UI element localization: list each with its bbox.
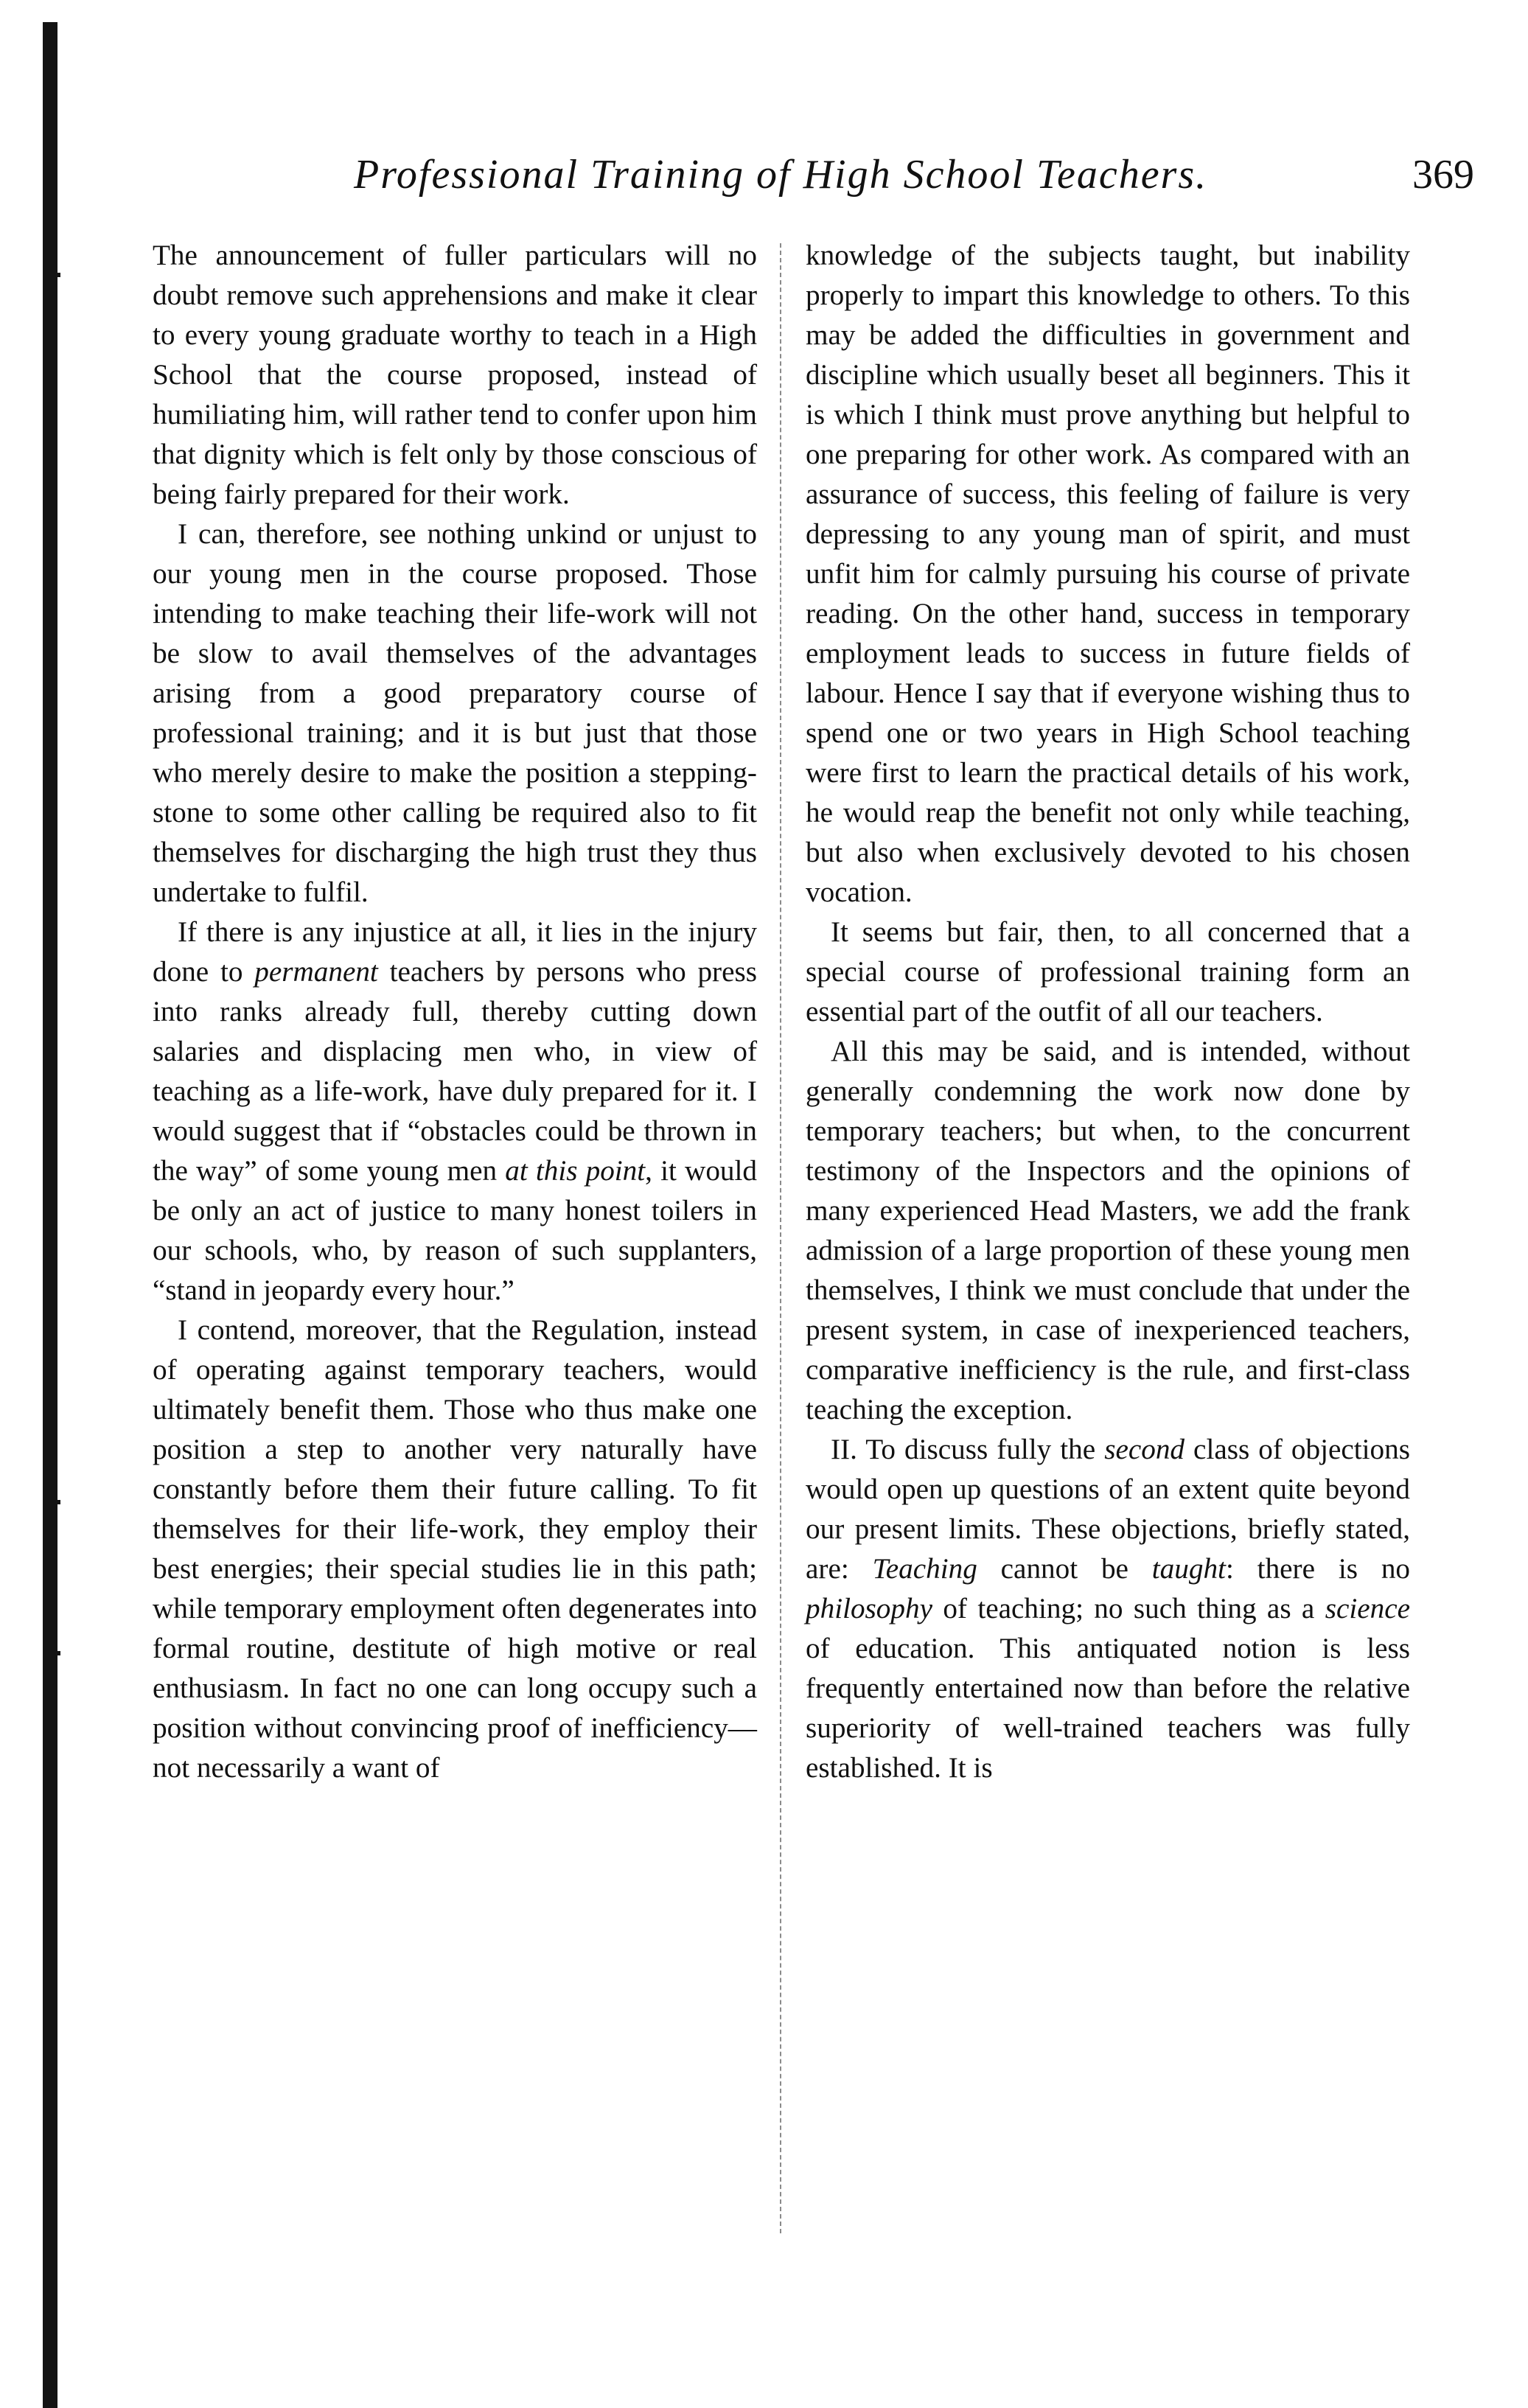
emphasis: permanent — [254, 956, 378, 988]
binding-notch — [52, 1651, 60, 1655]
running-title: Professional Training of High School Teachers. — [354, 152, 1208, 198]
emphasis: Teaching — [872, 1553, 977, 1585]
text-run: class of objections would open up questions of an extent quite beyond our present limits. These objections, briefly stated, are: — [806, 1434, 1410, 1585]
paragraph: knowledge of the subjects taught, but inability properly to impart this knowledge to others. To this may be added the difficulties in government and discipline which usually beset all beginners. This it is which I think must prove anything but helpful to one preparing for other work. As compared with an assurance of success, this feeling of failure is very depressing to any young man of spirit, and must unfit him for calmly pursuing his course of private reading. On the other hand, success in temporary employment leads to success in future fields of labour. Hence I say that if everyone wishing thus to spend one or two years in High School teaching were first to learn the practical details of his work, he would reap the benefit not only while teaching, but also when exclusively devoted to his chosen vocation. — [806, 240, 1410, 908]
left-column — [153, 236, 757, 1788]
binding-notch — [52, 1500, 60, 1504]
text-run: : there is no — [1225, 1553, 1411, 1585]
emphasis: at this point — [505, 1155, 646, 1187]
text-run: cannot be — [977, 1553, 1152, 1585]
emphasis: philosophy — [806, 1593, 932, 1624]
page-number: 369 — [1412, 152, 1474, 198]
text-run: If there is any injustice at all, it lies in the injury done to — [153, 916, 757, 988]
binding-edge — [43, 22, 57, 2408]
paragraph — [806, 1430, 1410, 1788]
emphasis: second — [1104, 1434, 1185, 1465]
paragraph: All this may be said, and is intended, without generally condemning the work now done by temporary teachers; but when, to the concurrent testimony of the Inspectors and the opinions of many experienced Head Masters, we add the frank admission of a large proportion of these young men themselves, I think we must conclude that under the present system, in case of inexperienced teachers, comparative inefficiency is the rule, and first-class teaching the exception. — [806, 1036, 1410, 1425]
emphasis: taught — [1151, 1553, 1226, 1585]
running-head — [339, 151, 1474, 210]
emphasis: science — [1325, 1593, 1410, 1624]
text-run: of education. This antiquated notion is less frequently entertained now than before the relative superiority of well-trained teachers was fully established. It is — [806, 1633, 1410, 1784]
paragraph: I can, therefore, see nothing unkind or unjust to our young men in the course proposed. Those intending to make teaching their life-work will not be slow to avail themselves of the advantages arising from a good preparatory course of professional training; and it is but just that those who merely desire to make the position a stepping-stone to some other calling be required also to fit themselves for discharging the high trust they thus undertake to fulfil. — [153, 518, 757, 908]
text-run: , it would be only an act of justice to many honest toilers in our schools, who, by reason of such supplanters, “stand in jeopardy every hour.” — [153, 1155, 757, 1306]
right-column — [806, 236, 1410, 1788]
paragraph: I contend, moreover, that the Regulation, instead of operating against temporary teachers, would ultimately benefit them. Those who thus make one position a step to another very naturally have constantly before them their future calling. To fit themselves for their life-work, they employ their best energies; their special studies lie in this path; while temporary employment often degenerates into formal routine, destitute of high motive or real enthusiasm. In fact no one can long occupy such a position without convincing proof of inefficiency—not necessarily a want of — [153, 1314, 757, 1784]
binding-notch — [52, 273, 60, 277]
paragraph: The announcement of fuller particulars will no doubt remove such apprehensions and make it clear to every young graduate worthy to teach in a High School that the course proposed, instead of humiliating him, will rather tend to confer upon him that dignity which is felt only by those conscious of being fairly prepared for their work. — [153, 240, 757, 510]
paragraph — [153, 912, 757, 1311]
text-run: teachers by persons who press into ranks already full, thereby cutting down salaries and displacing men who, in view of teaching as a life-work, have duly prepared for it. I would suggest that if “obstacles could be thrown in the way” of some young men — [153, 956, 758, 1187]
text-run: of teaching; no such thing as a — [932, 1593, 1325, 1624]
text-run: II. To discuss fully the — [831, 1434, 1105, 1465]
paragraph: It seems but fair, then, to all concerned that a special course of professional training form an essential part of the outfit of all our teachers. — [806, 916, 1410, 1027]
column-divider — [780, 243, 781, 2233]
